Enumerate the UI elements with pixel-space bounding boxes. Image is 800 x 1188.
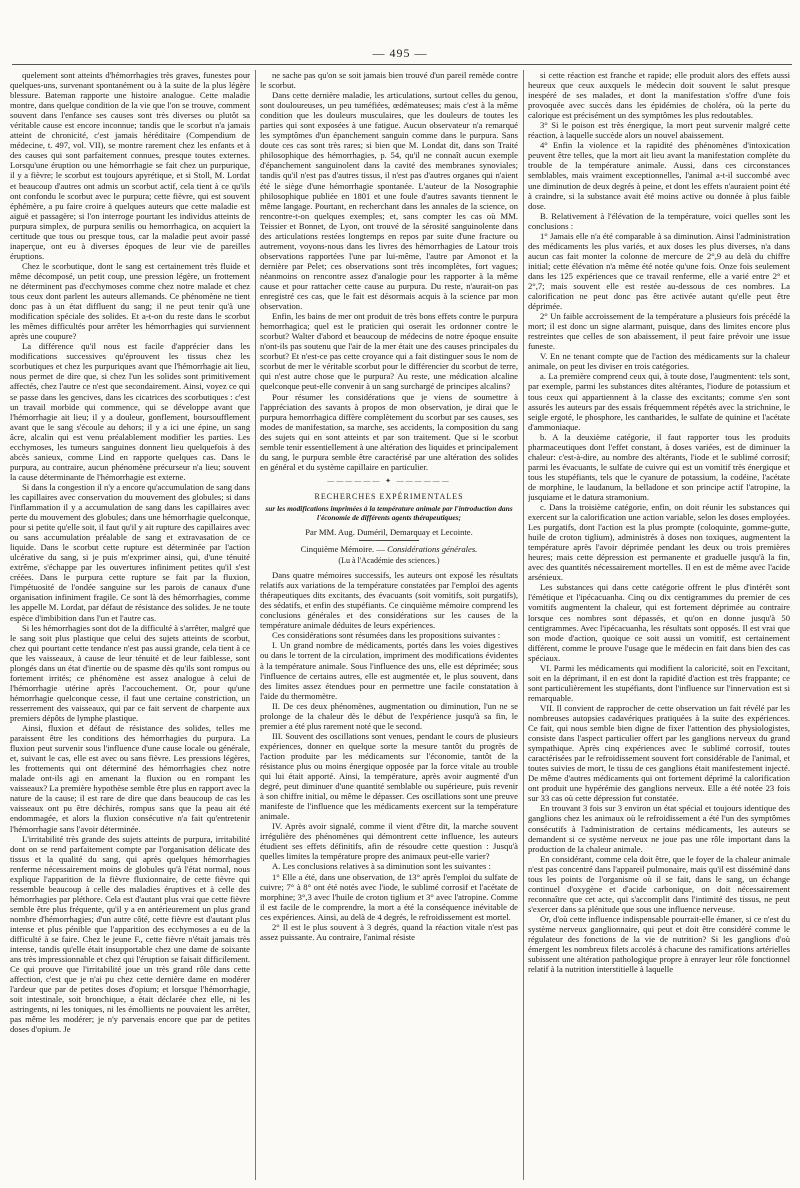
section-ornament: —————— ✦ ——————	[327, 476, 451, 485]
paragraph: A. Les conclusions relatives à sa diminution sont les suivantes :	[272, 861, 491, 872]
paragraph: VI. Parmi les médicaments qui modifient la caloricité, soit en l'excitant, soit en la déprimant, il en est dont la rapidité d'action est très frappante; ce sont particulièrement les stupéfiants, dont l'influence sur l'innervation est si remarquable.	[528, 662, 790, 703]
paragraph: c. Dans la troisième catégorie, enfin, on doit réunir les substances qui exercent sur la calorification une action variable, selon les doses employées. Les purgatifs, dont l'action est la plus prompte (coloquinte, gomme-gutte, huile de croton tiglium), administrés à doses non toxiques, augmentent la température après l'avoir déprimée pendant les deux ou trois premières heures; mais cette dépression est permanente et graduelle jusqu'à la fin, avec des quantités nécessairement mortelles. Il en est de même avec l'acide arsénieux.	[528, 502, 790, 583]
paragraph: 3° Si le poison est très énergique, la mort peut survenir malgré cette réaction, à laquelle succède alors un nouvel abaissement.	[528, 120, 790, 141]
paragraph: Or, d'où cette influence indispensable pourrait-elle émaner, si ce n'est du système nerveux ganglionnaire, qui peut et doit être considéré comme le régulateur des fonctions de la vie de nutrition? Si les ganglions d'où émergent les nombreux filets accolés à chacune des ramifications artérielles subissent une altération pathologique propre à enrayer leur rôle fonctionnel relatif à la nutrition interstitielle à laquelle	[528, 913, 790, 975]
paragraph: Ces considérations sont résumées dans les propositions suivantes :	[272, 630, 501, 641]
paragraph: Pour résumer les considérations que je viens de soumettre à l'appréciation des savants à propos de mon observation, je dirai que le purpura hemorrhagica diffère complètement du scorbut par ses causes, ses modes de manifestation, sa marche, ses accidents, la composition du sang des sujets qui en sont atteints et par son traitement. Que si le scorbut semble tenir essentiellement à une altération des liquides et principalement du sang, le purpura semble être caractérisé par une altération des solides en général et du système capillaire en particulier.	[260, 391, 518, 472]
paragraph: IV. Après avoir signalé, comme il vient d'être dit, la marche souvent irrégulière des phénomènes qui démontrent cette influence, les auteurs étudient ses effets définitifs, afin de résoudre cette question : Jusqu'à quelles limites la température propre des animaux peut-elle varier?	[260, 821, 518, 862]
header-rule	[12, 64, 792, 65]
presentation-note: (Lu à l'Académie des sciences.)	[338, 556, 440, 566]
paragraph: Si les hémorrhagies sont dot de la difficulté à s'arrêter, malgré que le sang soit plus plastique que celui des sujets atteints de scorbut, chez qui pourtant cette tendance n'est pas aussi grande, cela tient à ce que les vaisseaux, à cause de leur ténuité et de leur faiblesse, sont plongés dans un état d'inertie ou de spasme dès qu'ils sont rompus ou fortement irrités; ce phénomène est assez analogue à celui de l'hémorrhagie utérine après l'accouchement. Or, pour qu'une hémorrhagie quelconque cesse, il faut une certaine constriction, un resserrement des vaisseaux, qui par ce fait servent de charpente aux premiers dépôts de lymphe plastique.	[10, 622, 250, 723]
paragraph: Si dans la congestion il n'y a encore qu'accumulation de sang dans les capillaires avec conservation du mouvement des globules; si dans l'inflammation il y a accumulation de sang dans les capillaires avec perte du mouvement des globules; dans une hémorrhagie quelconque, pour si petite qu'elle soit, il faut qu'il y ait rupture des capillaires avec ou sans accumulation préalable de sang et extravasation de ce liquide. Dans le scorbut cette rupture est déterminée par l'action ulcérative du sang, si je puis m'exprimer ainsi, qui, d'une ténuité extrême, s'échappe par les ouvertures infiniment petites qu'il s'est créées. Dans le purpura cette rupture se fait par la fluxion, l'impétuosité de l'ondée sanguine sur les parois de canaux d'une organisation infiniment fragile. Ce sont là des hémorrhagies, comme les appelle M. Lordat, par défaut de résistance des solides. Je ne toute espèce d'imbibition dans l'un et l'autre cas.	[10, 481, 250, 623]
paragraph: quelement sont atteints d'hémorrhagies très graves, funestes pour quelques-uns, survenant spontanément ou à la suite de la plus légère blessure. Bateman rapporte une histoire analogue. Cette maladie montre, dans quelque condition de la vie que l'on se trouve, comment souvent dans l'enfance ses causes sont très diverses ou plutôt sa véritable cause est encore inconnue; tandis que le scorbut n'a jamais atteint de chronicité, c'est jamais héréditaire (Compendium de médecine, t. 497, vol. VII), se montre rarement chez les enfants et à des causes qui sont parfaitement connues, presque toutes externes. Lorsqu'une éruption ou une hémorrhagie se fait chez un purpurique, il y a fièvre; le scorbut est toujours apyrétique, et si Stoll, M. Lordat et beaucoup d'autres ont admis un scorbut actif, cela tient à ce qu'ils ont confondu le scorbut avec le purpura; cette fièvre, qui est souvent éphémère, a pu faire croire à quelques auteurs que cette maladie est aiguë et passagère; si l'on interroge pourtant les individus atteints de purpura simplex, de purpura senilis ou hemorrhagica, on acquiert la certitude que tous ou presque tous, car la maladie peut avoir passé inaperçue, ont eu à diverses époques de leur vie de pareilles éruptions.	[10, 70, 250, 261]
column-2	[260, 70, 518, 1182]
column-divider-2	[523, 70, 524, 1180]
column-1	[10, 70, 250, 1182]
paragraph: Ainsi, fluxion et défaut de résistance des solides, telles me paraissent être les conditions des hémorrhagies du purpura. La fluxion peut survenir sous l'influence d'une cause locale ou générale, et, suivant le cas, elle est avec ou sans fièvre. Les pressions légères, les frottements qui ont déterminé des hémorrhagies chez notre malade ont-ils agi en amenant la fluxion ou en rompant les vaisseaux? La première hypothèse semble être plus en rapport avec la nature de la cause; il est rare de dire que dans beaucoup de cas les vaisseaux ont pu être déchirés, rompus sans que la peau ait été endommagée, et alors la fluxion consécutive n'a fait qu'entretenir l'hémorrhagie sans l'avoir déterminée.	[10, 723, 250, 834]
paragraph: II. De ces deux phénomènes, augmentation ou diminution, l'un ne se prolonge de la chaleur dès le début de l'expérience jusqu'à sa fin, le premier a été plus rarement noté que le second.	[260, 700, 518, 731]
paragraph: I. Un grand nombre de médicaments, portés dans les voies digestives ou dans le torrent de la circulation, impriment des modifications évidentes à la température animale. Sous l'influence des uns, elle est déprimée; sous l'influence de certains autres, elle est augmentée et, le plus souvent, dans des limites assez étendues pour en permettre une facile constatation à l'aide du thermomètre.	[260, 640, 518, 701]
paragraph: Dans quatre mémoires successifs, les auteurs ont exposé les résultats relatifs aux variations de la température constatées par l'emploi des agents thérapeutiques dits excitants, des évacuants (soit vomitifs, soit purgatifs), des sédatifs, et enfin des stupéfiants. Ce cinquième mémoire comprend les conclusions générales et des considérations sur les causes de la température animale déduites de leurs expériences.	[260, 570, 518, 631]
paragraph: ne sache pas qu'on se soit jamais bien trouvé d'un pareil remède contre le scorbut.	[260, 70, 518, 91]
paragraph: Dans cette dernière maladie, les articulations, surtout celles du genou, sont douloureuses, un peu tuméfiées, œdémateuses; mais c'est à la même condition que les douleurs musculaires, que les douleurs de toutes les parties qui sont exposées à une fatigue. Aucun observateur n'a remarqué les symptômes d'un épanchement sanguin comme dans le purpura. Sans doute ces cas sont très rares; si bien que M. Londat dit, dans son Traité philosophique des hémorrhagies, p. 54, qu'il ne connaît aucun exemple d'épanchement sanguinolent dans la cavité des membranes synoviales; tandis qu'il n'est pas d'autres tissus, il n'est pas d'autres organes qui n'aient été le siège d'une hémorrhagie spontanée. L'auteur de la Nosographie philosophique publiée en 1801 et une foule d'autres savants tiennent le même langage. Pourtant, en recherchant dans les annales de la science, on rencontre-t-on quelques exemples; et, sans compter les cas où MM. Teissier et Bonnet, de Lyon, ont trouvé de la sérosité sanguinolente dans des articulations restées longtemps en repos par suite d'une fracture ou autrement, voyons-nous dans les livres des hémorrhagies de Latour trois observations rapportées l'une par lui-même, l'autre par Amonot et la dernière par Pelet; ces observations sont très incomplètes, fort vagues; néanmoins on rencontre assez d'analogie pour les rapporter à la même cause et pour rattacher cette cause au purpura. Du reste, n'aurait-on pas enregistré ces cas, que le fait est désormais acquis à la science par mon observation.	[260, 90, 518, 312]
memoir-heading	[260, 544, 518, 554]
column-3	[528, 70, 790, 1182]
paragraph: En trouvant 3 fois sur 3 environ un état spécial et toujours identique des ganglions chez les animaux où le refroidissement a été l'un des symptômes consécutifs à l'administration de certains médicaments, les auteurs se demandent si ce système nerveux ne joue pas une rôle important dans la production de la chaleur animale.	[528, 803, 790, 854]
section-subheading: sur les modifications imprimées à la température animale par l'introduction dans l'économie de différents agents thérapeutiques;	[265, 503, 513, 522]
paragraph: III. Souvent des oscillations sont venues, pendant le cours de plusieurs expériences, donner en quelque sorte la mesure tantôt du progrès de l'action produite par les médicaments sur l'économie, tantôt de la résistance plus ou moins énergique opposée par la force vitale au trouble qui lui était apporté. Ainsi, la température, après avoir augmenté d'un degré, peut diminuer d'une quantité semblable ou supérieure, puis revenir à son chiffre initial, ou même le dépasser. Ces oscillations sont une preuve manifeste de l'influence que les médicaments exercent sur la température animale.	[260, 730, 518, 822]
column-divider-1	[255, 70, 256, 1180]
paragraph: En considérant, comme cela doit être, que le foyer de la chaleur animale n'est pas concentré dans l'appareil pulmonaire, mais qu'il est disséminé dans tous les points de l'organisme où il se fait, dans le sang, un échange continuel d'oxygène et d'acide carbonique, on doit nécessairement reconnaître que cet acte, qui s'accomplit dans l'intimité des tissus, ne peut s'exercer dans sa plénitude que sous une influence nerveuse.	[528, 853, 790, 914]
paragraph: 1° Elle a été, dans une observation, de 13° après l'emploi du sulfate de cuivre; 7° à 8° ont été notés avec l'iode, le sublimé corrosif et l'acétate de morphine; 3°,3 avec l'huile de croton tiglium et 3° avec l'atropine. Comme il est facile de le comprendre, la mort a été la conséquence inévitable de ces expériences. Ainsi, au delà de 4 degrés, le refroidissement est mortel.	[260, 871, 518, 922]
divider	[359, 540, 419, 541]
paragraph: 2° Un faible accroissement de la température a plusieurs fois précédé la mort; il est donc un signe alarmant, puisque, dans des limites encore plus restreintes que celles de son abaissement, il peut faire prévoir une issue funeste.	[528, 311, 790, 352]
paragraph: 1° Jamais elle n'a été comparable à sa diminution. Ainsi l'administration des médicaments les plus variés, et aux doses les plus diverses, n'a dans aucun cas fait monter la colonne de mercure de 2°,9 au delà du chiffre initial; cette élévation n'a même été notée qu'une fois. Onze fois seulement dans les 125 expériences que ce travail renferme, elle a varié entre 2° et 2°,7; mais souvent elle est restée au-dessous de ces nombres. La calorification ne peut donc pas être activée autant qu'elle peut être déprimée.	[528, 230, 790, 312]
paragraph: Chez le scorbutique, dont le sang est certainement très fluide et même décomposé, un petit coup, une pression légère, un frottement ne déterminent pas d'ecchymoses comme chez notre malade et chez tous ceux dont parlent les auteurs allemands. Ce phénomène ne tient donc pas à un état diffluent du sang; il ne peut tenir qu'à une modification spéciale des solides. Et a-t-on du reste dans le scorbut les mêmes difficultés pour arrêter les hémorrhagies qui surviennent après une coupure?	[10, 260, 250, 342]
section-heading: RECHERCHES EXPÉRIMENTALES	[314, 491, 464, 501]
paragraph: a. La première comprend ceux qui, à toute dose, l'augmentent: tels sont, par exemple, parmi les substances dites altérantes, l'iodure de potassium et tous ceux qui appartiennent à la classe des excitants; comme s'en sont assurés les auteurs par des essais fréquemment répétés avec la strichnine, le seigle ergoté, le phosphore, les cantharides, le sulfate de quinine et l'acétate d'ammoniaque.	[528, 371, 790, 432]
paragraph: VII. Il convient de rapprocher de cette observation un fait révélé par les nombreuses autopsies cadavériques pratiquées à la suite des expériences. Ce fait, qui nous semble bien digne de fixer l'attention des physiologistes, consiste dans l'aspect particulier offert par les ganglions nerveux du grand sympathique. Après cinq expériences avec le sublimé corrosif, toutes caractérisées par le refroidissement souvent fort considérable de l'animal, et toutes suivies de mort, le tissu de ces ganglions était manifestement injecté. De même d'autres médicaments qui ont fortement déprimé la calorification ont produit une hypérémie des ganglions nerveux. Elle a été notée 23 fois sur 33 cas où cette dépression fut constatée.	[528, 702, 790, 804]
paragraph: b. A la deuxième catégorie, il faut rapporter tous les produits pharmaceutiques dont l'effet constant, à doses variées, est de diminuer la chaleur: c'est-à-dire, au nombre des altérants, l'iode et le sublimé corrosif; parmi les évacuants, le sulfate de cuivre qui est un vomitif très énergique et tous les stupéfiants, tels que le cyanure de potassium, la codéine, l'acétate de morphine, le laudanum, la belladone et son principe actif l'atropine, la jusquiame et le datura stramonium.	[528, 431, 790, 502]
paragraph: Les substances qui dans cette catégorie offrent le plus d'intérêt sont l'émétique et l'ipécacuanha. Cinq ou dix centigrammes du premier de ces vomitifs augmentent la chaleur, qui est fortement déprimée au contraire lorsque ces nombres sont dépassés, et qu'on en donne jusqu'à 50 centigrammes. Avec l'ipécacuanha, les résultats sont opposés. Il est vrai que son mode d'action, quoique ce soit aussi un vomitif, est certainement différent, comme le prouve l'usage que le médecin en fait dans bien des cas spéciaux.	[528, 582, 790, 663]
paragraph: Enfin, les bains de mer ont produit de très bons effets contre le purpura hemorrhagica; quel est le praticien qui oserait les ordonner contre le scorbut? Walter d'abord et beaucoup de médecins de notre époque ensuite n'ont-ils pas soutenu que l'air de la mer était une des causes principales du scorbut? Et n'est-ce pas cette croyance qui a fait distinguer sous le nom de scorbut de mer le véritable scorbut pour le différencier du scorbut de terre, qui n'est autre chose que le purpura? Au reste, une médication alcaline quelconque peut-elle convenir à un sang surchargé de principes alcalins?	[260, 311, 518, 392]
paragraph: V. En ne tenant compte que de l'action des médicaments sur la chaleur animale, on peut les diviser en trois catégories.	[528, 351, 790, 372]
page-number: — 495 —	[372, 46, 428, 60]
paragraph: si cette réaction est franche et rapide; elle produit alors des effets aussi heureux que ceux auxquels le médecin doit souvent le salut presque inespéré de ses malades, et dont la manifestation s'offre d'une fois provoquée avec succès dans les épidémies de choléra, où la perte du calorique est précisément un des symptômes les plus redoutables.	[528, 70, 790, 121]
memoir-label: Cinquième Mémoire. —	[300, 544, 385, 555]
paragraph: 4° Enfin la violence et la rapidité des phénomènes d'intoxication peuvent être telles, que la mort ait lieu avant la manifestation complète du trouble de la température animale. Aussi, dans ces circonstances semblables, mais vraiment exceptionnelles, l'animal a-t-il succombé avec une diminution de deux degrés à peine, et dont les effets n'auraient point été à craindre, si la substance avait été moins active ou donnée à plus faible dose.	[528, 140, 790, 211]
paragraph: La différence qu'il nous est facile d'apprécier dans les modifications successives qu'éprouvent les tissus chez les scorbutiques et chez les purpuriques avant que l'hémorrhagie ait lieu, nous permet de dire que, si chez l'un les solides sont primitivement affectés, chez l'autre ce n'est que secondairement. Ainsi, voyez ce qui se passe dans les gencives, dans les cicatrices des scorbutiques : c'est un travail morbide qui commence, qui se développe avant que l'hémorrhagie ait lieu; il y a douleur, gonflement, boursoufflement avant que le sang s'écoule au dehors; il y a ici une épine, un sang âcre, alcalin qui est venu préalablement modifier les parties. Les ecchymoses, les tumeurs sanguines donnent lieu quelquefois à des abcès sanieux, comme Lind en rapporte quelques cas. Dans le purpura, au contraire, aucun phénomène précurseur n'a lieu; souvent la cause déterminante de l'hémorrhagie est externe.	[10, 341, 250, 482]
paragraph: L'irritabilité très grande des sujets atteints de purpura, irritabilité dont on se rend parfaitement compte par l'organisation délicate des tissus et la qualité du sang, qui après quelques hémorrhagies renferme nécessairement moins de globules qu'à l'état normal, nous explique l'apparition de la fièvre fluxionnaire, de cette fièvre qui ressemble beaucoup à celle des maladies éruptives et à celle des hémorrhagies par pléthore. Cela est d'autant plus vrai que cette fièvre semble être plus fréquente, qu'il y a en antérieurement un plus grand nombre d'hémorrhagies; d'un autre côté, cette fièvre est d'autant plus intense et plus pénible que l'apparition des ecchymoses a eu de la difficulté à se faire. Chez le jeune F., cette fièvre n'était jamais très intense, tandis qu'elle était insupportable chez une dame de soixante ans très impressionnable et chez qui l'éruption se faisait difficilement. Ce qui prouve que l'irritabilité joue un très grand rôle dans cette affection, c'est que je n'ai pu chez cette dernière dame en modérer l'ardeur que par de petites doses d'opium; et lorsque l'hémorrhagie, soit intestinale, soit bronchique, a était déclarée chez elle, ni les astringents, ni les toniques, ni les émollients ne pouvaient les arrêter, pas même les modérer; je n'y parvenais encore que par de petites doses d'opium. Je	[10, 833, 250, 1035]
paragraph: B. Relativement à l'élévation de la température, voici quelles sont les conclusions :	[528, 210, 790, 231]
paragraph: 2° Il est le plus souvent à 3 degrés, quand la réaction vitale n'est pas assez puissante. Au contraire, l'animal résiste	[260, 921, 518, 942]
section-authors: Par MM. Aug. Duméril, Demarquay et Lecointe.	[305, 526, 473, 537]
memoir-title: Considérations générales.	[387, 544, 478, 555]
